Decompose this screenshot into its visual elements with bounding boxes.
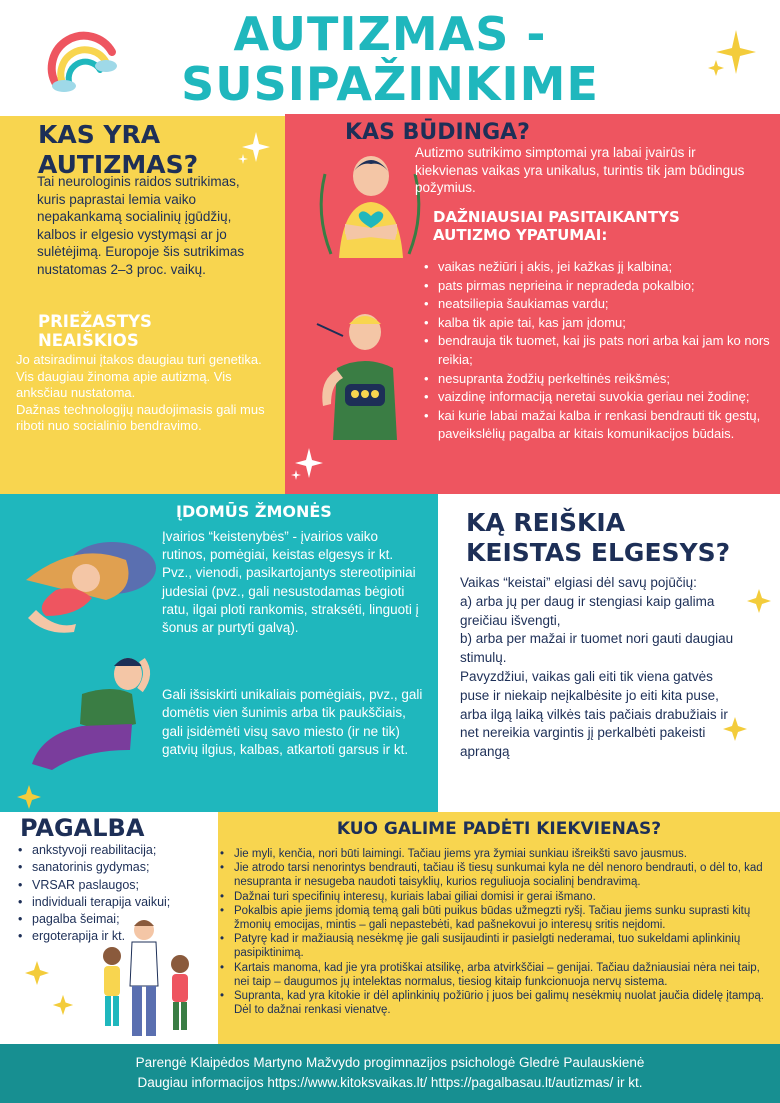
list-item: • kalba tik apie tai, kas jam įdomu; — [422, 314, 774, 333]
strange-text: Vaikas “keistai” elgiasi dėl savų pojūčių: a) arba jų per daug ir stengiasi kaip galima greičiau išvengti, b) arba per mažai ir tuomet nori gauti daugiau stimulų. Pavyzdžiui, vaikas gali eiti tik viena gatvės puse ir niekaip neįkalbėsite jo eiti kita puse, arba ilgą laiką vilkės tais pačiais drabužiais ir net nereikia vargintis jį perkalbėti pakeisti aprangą — [460, 575, 734, 760]
typical-section — [285, 114, 780, 494]
strange-heading-line1: KĄ REIŠKIA — [466, 508, 626, 537]
interesting-p1: Įvairios “keistenybės” - įvairios vaiko rutinos, pomėgiai, keistas elgesys ir kt. Pvz., vienodi, pasikartojantys stereotipiniai judesiai (pvz., gali nesustodamas bėgioti ratu, ilgai ploti rankomis, strakséti, linguoti į šonus ar purtyti galvą). — [162, 529, 419, 636]
what-is-heading-line1: KAS YRA — [38, 120, 161, 149]
woman-heart-illustration — [311, 154, 429, 262]
list-item: • nesupranta žodžių perkeltinės reikšmės; — [422, 370, 774, 389]
strange-heading-line2: KEISTAS ELGESYS? — [466, 538, 731, 567]
list-item: • pagalba šeimai; — [16, 911, 216, 928]
list-item: • individuali terapija vaikui; — [16, 894, 216, 911]
list-item: • Jie myli, kenčia, nori būti laimingi. Tačiau jiems yra žymiai sunkiau išreikšti savo jausmus. — [218, 847, 774, 861]
sparkle-icon — [52, 994, 74, 1016]
page-title-line1: AUTIZMAS - — [233, 7, 547, 61]
interesting-p2: Gali išsiskirti unikaliais pomėgiais, pvz., gali domėtis vien šunimis arba tik paukščiais, gali įsidėmėti visų savo miesto (ir ne tik) gatvių ilgius, kalbas, atkartoti garsus ir kt. — [162, 687, 423, 758]
list-item: • Supranta, kad yra kitokie ir dėl aplinkinių požiūrio į juos bei galimų nesėkmių nuolat jaučia didelę įtampą. Dėl to dažnai renkasi vienatvę. — [218, 989, 774, 1017]
how-help-heading: KUO GALIME PADĖTI KIEKVIENAS? — [336, 819, 662, 839]
list-item: • ergoterapija ir kt. — [16, 928, 216, 945]
sparkle-icon — [289, 446, 325, 482]
help-section — [0, 812, 218, 1044]
footer — [0, 1044, 780, 1103]
typical-sub-heading-line1: DAŽNIAUSIAI PASITAIKANTYS — [433, 208, 680, 226]
list-item: • vaikas nežiūri į akis, jei kažkas jį kalbina; — [422, 258, 774, 277]
interesting-section — [0, 494, 438, 812]
what-is-section — [0, 116, 285, 494]
list-item: • vaizdinę informaciją neretai suvokia geriau nei žodinę; — [422, 388, 774, 407]
page-title-line2: SUSIPAŽINKIME — [181, 57, 599, 111]
interesting-heading: ĮDOMŪS ŽMONĖS — [176, 502, 332, 521]
list-item: • pats pirmas neprieina ir nepradeda pokalbio; — [422, 277, 774, 296]
list-item: • kai kurie labai mažai kalba ir renkasi bendrauti tik gestų, paveikslėlių pagalba ar kitais komunikacijos būdais. — [422, 407, 774, 444]
girl-lying-illustration — [16, 520, 164, 640]
help-heading: PAGALBA — [20, 814, 145, 842]
strange-section — [438, 494, 780, 812]
list-item: • Patyrę kad ir mažiausią nesėkmę jie gali susijaudinti ir pasielgti nederamai, tuo sukeldami aplinkinių pasipiktinimą. — [218, 932, 774, 960]
how-help-list — [218, 847, 774, 1017]
causes-heading-line1: PRIEŽASTYS — [38, 312, 152, 331]
typical-sub-heading-line2: AUTIZMO YPATUMAI: — [433, 226, 608, 244]
list-item: • Dažnai turi specifinių interesų, kuriais labai giliai domisi ir gerai išmano. — [218, 890, 774, 904]
list-item: • sanatorinis gydymas; — [16, 859, 216, 876]
list-item: • Pokalbis apie jiems įdomią temą gali būti puikus būdas užmegzti ryšį. Tačiau jiems sunku suprasti kitų žmonių emocijas, mintis – gali nepastebėti, kad pašnekovui jo interesų sritis neįdomi. — [218, 904, 774, 932]
list-item: • ankstyvoji reabilitacija; — [16, 842, 216, 859]
footer-line1: Parengė Klaipėdos Martyno Mažvydo progimnazijos psichologė Gledrė Paulauskienė — [135, 1055, 645, 1070]
list-item: • Jie atrodo tarsi nenorintys bendrauti, tačiau iš tiesų sunkumai kyla ne dėl nenoro bendrauti, o dėl to, kad nesupranta ir nesugeba naudoti taisyklių, kurios reguliuoja socialinį bendravimą. — [218, 861, 774, 889]
family-illustration — [92, 916, 204, 1044]
typical-intro: Autizmo sutrikimo simptomai yra labai įvairūs ir kiekvienas vaikas yra unikalus, turintis tik jam būdingus požymius. — [415, 145, 745, 195]
sparkle-icon — [16, 784, 42, 810]
typical-heading: KAS BŪDINGA? — [345, 120, 530, 145]
how-help-section — [218, 812, 780, 1044]
list-item: • bendrauja tik tuomet, kai jis pats nori arba kai jam ko nors reikia; — [422, 332, 774, 369]
causes-heading-line2: NEAIŠKIOS — [38, 331, 139, 350]
sparkle-icon — [24, 960, 50, 986]
list-item: • VRSAR paslaugos; — [16, 877, 216, 894]
sparkle-icon — [746, 588, 772, 614]
person-eating-illustration — [309, 310, 421, 440]
what-is-heading-line2: AUTIZMAS? — [38, 150, 199, 179]
header — [0, 0, 780, 116]
causes-text: Jo atsiradimui įtakos daugiau turi genetika. Vis daugiau žinoma apie autizmą. Vis anksčiau nustatoma. Dažnas technologijų naudojimasis gali mus riboti nuo socialinio bendravimo. — [16, 352, 265, 434]
sparkle-icon — [236, 130, 272, 166]
typical-list — [422, 258, 774, 444]
list-item: • Kartais manoma, kad jie yra protiškai atsilikę, arba atvirkščiai – genijai. Tačiau dažniausiai nėra nei taip, nei taip – daugumos jų intelektas normalus, tiesiog kitaip funkcionuoja nervų sistema. — [218, 961, 774, 989]
what-is-text: Tai neurologinis raidos sutrikimas, kuris paprastai lemia vaiko nepakankamą socialinių įgūdžių, kalbos ir elgesio vystymąsi ar jo sulėtėjimą. Europoje šis sutrikimas nustatomas 2–3 proc. vaikų. — [37, 174, 245, 277]
sparkle-icon — [722, 716, 748, 742]
sparkle-icon — [706, 26, 760, 78]
list-item: • neatsiliepia šaukiamas vardu; — [422, 295, 774, 314]
footer-line2: Daugiau informacijos https://www.kitoksvaikas.lt/ https://pagalbasau.lt/autizmas/ ir kt. — [137, 1075, 643, 1090]
man-lying-illustration — [22, 654, 162, 774]
